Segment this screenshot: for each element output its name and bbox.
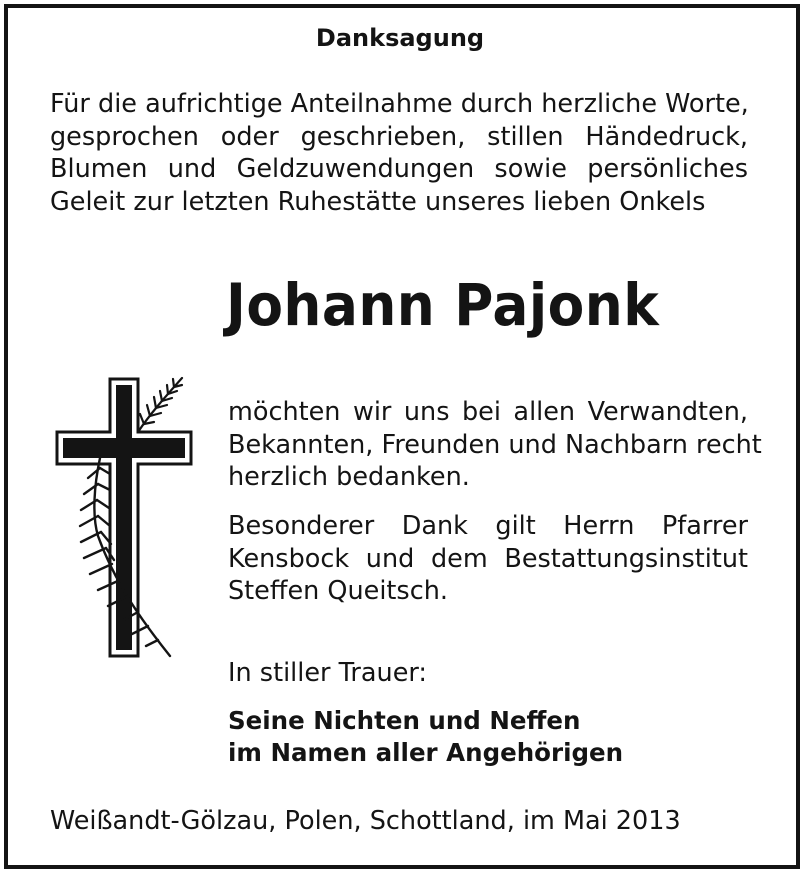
deceased-name: Johann Pajonk [226, 271, 660, 339]
intro-line: gesprochen oder geschrieben, stillen Händedruck, [50, 121, 748, 152]
special-thanks-line: Kensbock und dem Bestattungsinstitut [228, 543, 748, 574]
thanks-line: Bekannten, Freunden und Nachbarn recht [228, 429, 762, 460]
place-date: Weißandt-Gölzau, Polen, Schottland, im Mai 2013 [50, 806, 681, 836]
intro-line: Für die aufrichtige Anteilnahme durch herzliche Worte, [50, 89, 749, 119]
special-thanks-line: Steffen Queitsch. [228, 576, 448, 606]
cross-with-palm-branch-icon [54, 376, 194, 662]
special-thanks-line: Besonderer Dank gilt Herrn Pfarrer [228, 511, 748, 541]
notice-heading: Danksagung [315, 24, 485, 52]
thanks-paragraph [228, 396, 762, 494]
signature-line: im Namen aller Angehörigen [228, 738, 624, 767]
signature-block [228, 705, 623, 769]
thanks-line: möchten wir uns bei allen Verwandten, [228, 397, 748, 427]
intro-line: Blumen und Geldzuwendungen sowie persönliches [50, 154, 748, 184]
mourning-label [228, 657, 748, 690]
thanks-line: herzlich bedanken. [228, 462, 470, 492]
intro-line: Geleit zur letzten Ruhestätte unseres lieben Onkels [50, 186, 706, 217]
mourning-label-text: In stiller Trauer: [228, 658, 428, 688]
special-thanks-paragraph [228, 510, 748, 608]
intro-paragraph [50, 88, 748, 218]
signature-line: Seine Nichten und Neffen [228, 706, 581, 735]
